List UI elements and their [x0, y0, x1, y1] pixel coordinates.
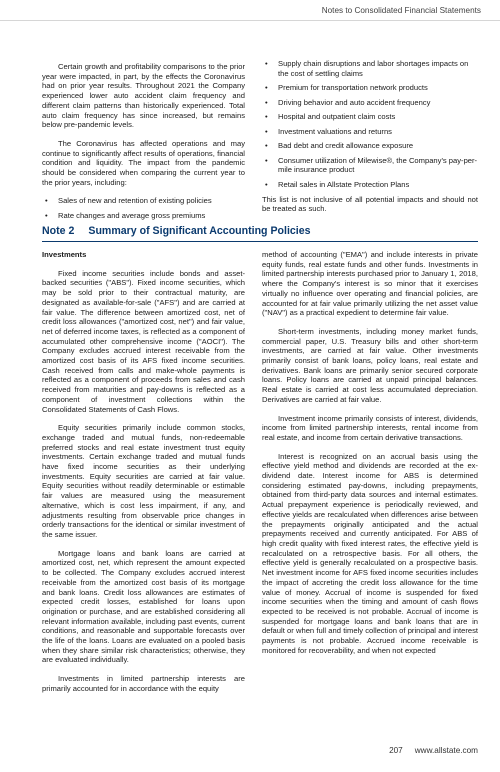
body-paragraph: Investments in limited partnership interests are primarily accounted for in accordance with the equity: [42, 674, 245, 693]
list-item: • Bad debt and credit allowance exposure: [265, 141, 414, 151]
bullet-icon: •: [265, 155, 268, 165]
body-paragraph: Interest is recognized on an accrual basis using the effective yield method and dividends are recorded at the ex-dividend date. Interest income for ABS is determined considering estimated pay-downs, including prepayments, obtained from third-party data sources and internal estimates. Actual prepayment experience is periodically reviewed, and effective yields are recalculated when differences arise between the prepayments originally anticipated and the actual prepayments received and currently anticipated. For ABS of high credit quality with fixed interest rates, the effective yield is recalculated on a retrospective basis. For all others, the effective yield is generally recalculated on a prospective basis. Net investment income for AFS fixed income securities includes the impact of accreting the credit loss allowance for the time value of money. Accrual of income is suspended for fixed income securities when the timing and amount of cash flows expected to be received is not probable. Accrual of income is suspended for mortgage loans and bank loans that are in default or when full and timely collection of principal and interest payments is not probable. Accrued income receivable is monitored for recoverability, and when not expected: [262, 451, 478, 655]
page-footer: [389, 746, 478, 755]
list-item: • Driving behavior and auto accident frequency: [265, 97, 431, 107]
note-number: Note 2: [42, 225, 75, 237]
list-item: • Sales of new and retention of existing policies: [45, 196, 212, 206]
intro-right-column: [262, 59, 478, 223]
note-divider: [42, 241, 478, 242]
body-paragraph: method of accounting ("EMA") and include interests in private equity funds, real estate funds and other funds. Investments in limited partnership interests purchased prior to January 1, 2018, where the Company's interest is so minor that it exercises virtually no influence over operating and financial policies, are accounted for at fair value primarily utilizing the net asset value ("NAV") as a practical expedient to determine fair value.: [262, 250, 478, 318]
list-item: • Consumer utilization of Milewise®, the Company's pay-per-mile insurance product: [265, 155, 478, 175]
intro-left-column: [42, 62, 245, 226]
intro-paragraph: The Coronavirus has affected operations and may continue to significantly affect results of operations, financial condition and liquidity. The impact from the pandemic should be considered when comparing the current year to the prior years, including:: [42, 138, 245, 187]
impact-list-right: [262, 59, 478, 190]
list-item: • Premium for transportation network products: [265, 83, 428, 93]
section-heading: Investments: [42, 250, 87, 259]
body-paragraph: Equity securities primarily include common stocks, exchange traded and mutual funds, non-redeemable preferred stocks and real estate investment trust equity investments. Certain exchange traded and mutual funds have fixed income securities as their underlying investments. Equity securities are carried at fair value. Equity securities without readily determinable or estimable fair values are measured using the measurement alternative, which is cost less impairment, if any, and adjustments resulting from observable price changes in orderly transactions for the identical or similar investment of the same issuer.: [42, 423, 245, 539]
page-number: 207: [389, 746, 403, 755]
list-item: • Hospital and outpatient claim costs: [265, 112, 396, 122]
bullet-icon: •: [265, 126, 268, 136]
list-item: • Rate changes and average gross premiums: [45, 211, 206, 221]
intro-paragraph: Certain growth and profitability comparisons to the prior year were impacted, in part, by the effects the Coronavirus had on prior year results. Throughout 2021 the Company experienced lower auto accident claim frequency and different claim patterns than historically experienced. Total auto claim frequency has since increased, but remains below pre-pandemic levels.: [42, 62, 245, 130]
header-divider: [0, 20, 500, 21]
note-heading: [42, 225, 311, 237]
note-title: Summary of Significant Accounting Policies: [88, 225, 311, 237]
body-paragraph: Investment income primarily consists of interest, dividends, income from limited partnership interests, rental income from real estate, and income from certain derivative transactions.: [262, 413, 478, 442]
body-paragraph: Fixed income securities include bonds and asset-backed securities ("ABS"). Fixed income securities, which may be sold prior to their contractual maturity, are designated as available-for-sale ("AFS") and are carried at fair value. The difference between amortized cost, net of credit loss allowances ("amortized cost, net") and fair value, net of deferred income taxes, is reflected as a component of accumulated other comprehensive income ("AOCI"). The Company excludes accrued interest receivable from the amortized cost basis of its AFS fixed income securities. Cash received from calls and make-whole payments is reflected as a component of proceeds from sales and cash received from maturities and pay-downs is reflected as a component of investment collections within the Consolidated Statements of Cash Flows.: [42, 268, 245, 414]
impact-list-left: [42, 196, 245, 220]
policies-right-column: [262, 250, 478, 664]
bullet-icon: •: [265, 141, 268, 151]
list-item: • Investment valuations and returns: [265, 126, 392, 136]
bullet-icon: •: [45, 211, 48, 221]
running-header: Notes to Consolidated Financial Statements: [321, 6, 481, 15]
list-item: • Retail sales in Allstate Protection Plans: [265, 179, 410, 189]
bullet-icon: •: [265, 97, 268, 107]
bullet-icon: •: [45, 196, 48, 206]
bullet-icon: •: [265, 112, 268, 122]
bullet-icon: •: [265, 83, 268, 93]
website-link[interactable]: www.allstate.com: [414, 746, 478, 755]
list-item: • Supply chain disruptions and labor shortages impacts on the cost of settling claims: [265, 59, 469, 78]
bullet-icon: •: [265, 179, 268, 189]
policies-left-column: [42, 250, 245, 703]
body-paragraph: Short-term investments, including money market funds, commercial paper, U.S. Treasury bills and other short-term investments, are carried at fair value. Other investments primarily consist of bank loans, policy loans, real estate and derivatives. Bank loans are primarily senior secured corporate loans. Policy loans are carried at unpaid principal balances. Real estate is carried at cost less accumulated depreciation. Derivatives are carried at fair value.: [262, 326, 478, 404]
body-paragraph: Mortgage loans and bank loans are carried at amortized cost, net, which represent the amount expected to be collected. The Company excludes accrued interest receivable from the amortized cost basis of its mortgage and bank loans. Credit loss allowances are estimates of expected credit losses, established for loans upon origination or purchase, and are established considering all relevant information available, including past events, current conditions, and reasonable and supportable forecasts over the life of the loans. Loans are evaluated on a pooled basis when they share similar risk characteristics; otherwise, they are evaluated individually.: [42, 548, 245, 665]
bullet-icon: •: [265, 59, 268, 68]
list-disclaimer: This list is not inclusive of all potential impacts and should not be treated as such.: [262, 194, 478, 214]
